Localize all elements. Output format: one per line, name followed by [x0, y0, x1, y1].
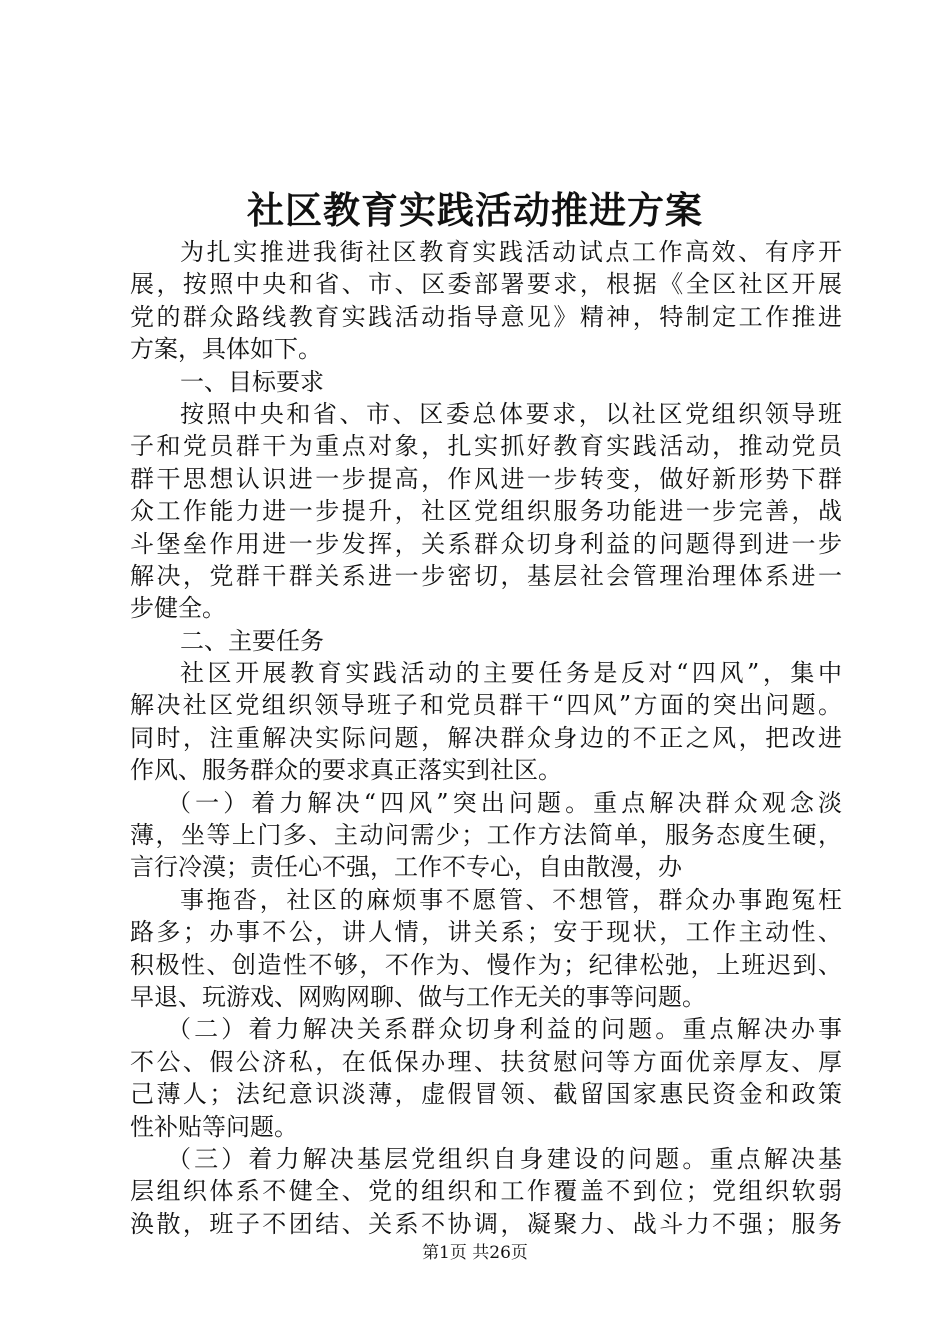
body-line: 同时，注重解决实际问题，解决群众身边的不正之风，把改进: [130, 723, 842, 752]
body-line: 众工作能力进一步提升，社区党组织服务功能进一步完善，战: [130, 497, 842, 526]
body-line: 子和党员群干为重点对象，扎实抓好教育实践活动，推动党员: [130, 432, 842, 461]
document-title: 社区教育实践活动推进方案: [247, 188, 703, 232]
body-line: 群干思想认识进一步提高，作风进一步转变，做好新形势下群: [130, 464, 842, 493]
body-line: 薄，坐等上门多、主动问需少；工作方法简单，服务态度生硬，: [130, 821, 842, 850]
page-footer: 第1页 共26页: [422, 1243, 528, 1263]
body-line: 按照中央和省、市、区委总体要求，以社区党组织领导班: [180, 399, 842, 428]
body-line: 为扎实推进我街社区教育实践活动试点工作高效、有序开: [180, 238, 842, 266]
body-line: 己薄人；法纪意识淡薄，虚假冒领、截留国家惠民资金和政策: [130, 1080, 842, 1109]
body-line: 社区开展教育实践活动的主要任务是反对“四风”，集中: [180, 659, 842, 688]
body-line: 一、目标要求: [180, 367, 324, 396]
body-line: （一）着力解决“四风”突出问题。重点解决群众观念淡: [167, 788, 842, 817]
body-line: 解决，党群干群关系进一步密切，基层社会管理治理体系进一: [130, 561, 842, 590]
body-line: 斗堡垒作用进一步发挥，关系群众切身利益的问题得到进一步: [130, 529, 842, 558]
body-line: 二、主要任务: [180, 626, 324, 655]
body-line: 性补贴等问题。: [130, 1112, 298, 1141]
body-line: （三）着力解决基层党组织自身建设的问题。重点解决基: [167, 1144, 842, 1173]
body-line: 积极性、创造性不够，不作为、慢作为；纪律松弛，上班迟到、: [130, 950, 842, 979]
body-line: 言行冷漠；责任心不强，工作不专心，自由散漫，办: [130, 853, 682, 882]
body-line: 不公、假公济私，在低保办理、扶贫慰问等方面优亲厚友、厚: [130, 1047, 842, 1076]
body-line: 党的群众路线教育实践活动指导意见》精神，特制定工作推进: [130, 302, 842, 331]
body-line: 早退、玩游戏、网购网聊、做与工作无关的事等问题。: [130, 982, 706, 1011]
document-body: [130, 236, 842, 1240]
body-line: 层组织体系不健全、党的组织和工作覆盖不到位；党组织软弱: [130, 1177, 842, 1206]
body-line: 作风、服务群众的要求真正落实到社区。: [130, 756, 562, 785]
body-line: 步健全。: [130, 594, 226, 623]
body-line: 方案，具体如下。: [130, 335, 322, 364]
body-line: 展，按照中央和省、市、区委部署要求，根据《全区社区开展: [130, 270, 842, 299]
body-line: 路多；办事不公，讲人情，讲关系；安于现状，工作主动性、: [130, 918, 842, 947]
body-line: 事拖沓，社区的麻烦事不愿管、不想管，群众办事跑冤枉: [180, 885, 842, 914]
body-line: 涣散，班子不团结、关系不协调，凝聚力、战斗力不强；服务: [130, 1209, 842, 1238]
body-line: （二）着力解决关系群众切身利益的问题。重点解决办事: [167, 1015, 842, 1044]
body-line: 解决社区党组织领导班子和党员群干“四风”方面的突出问题。: [130, 691, 842, 720]
